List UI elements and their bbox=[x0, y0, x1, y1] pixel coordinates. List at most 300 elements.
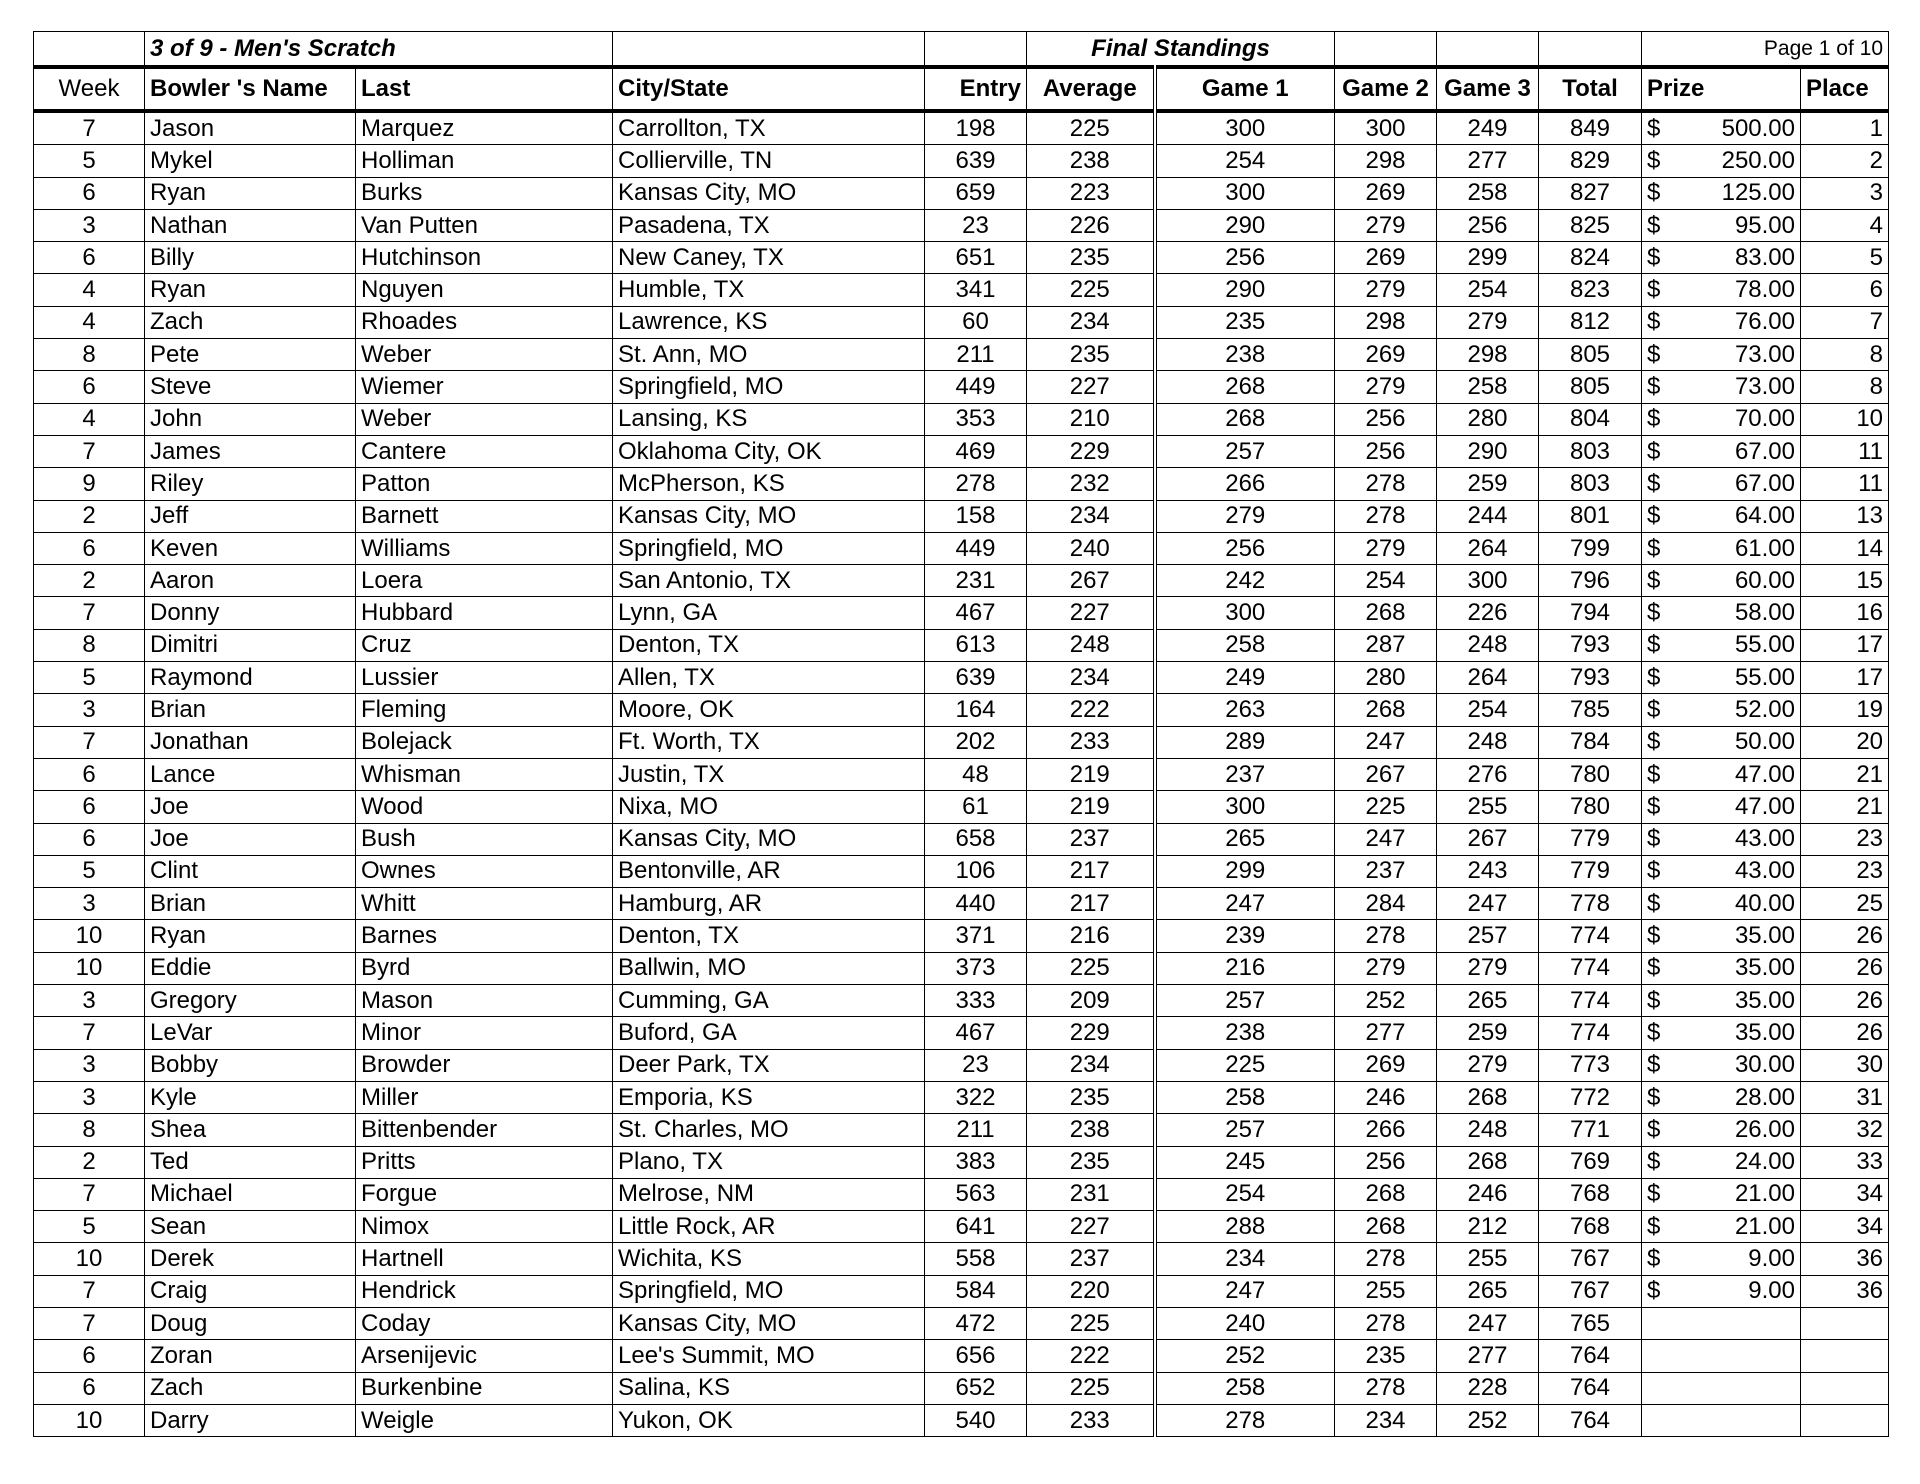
city-state-cell: Hamburg, AR bbox=[613, 888, 925, 920]
table-row bbox=[34, 1372, 1889, 1404]
prize-amount bbox=[1647, 310, 1795, 334]
average-cell: 227 bbox=[1027, 1211, 1155, 1243]
standings-table bbox=[33, 31, 1889, 1437]
last-name-cell: Whisman bbox=[356, 758, 613, 790]
currency-symbol: $ bbox=[1647, 276, 1661, 304]
total-cell: 778 bbox=[1539, 888, 1642, 920]
total-cell: 784 bbox=[1539, 726, 1642, 758]
first-name-cell: Ryan bbox=[145, 177, 356, 209]
prize-value: 58.00 bbox=[1734, 599, 1795, 627]
game-1-cell: 256 bbox=[1155, 532, 1335, 564]
blank-cell bbox=[1437, 32, 1539, 68]
last-name-cell: Burkenbine bbox=[356, 1372, 613, 1404]
first-name-cell: Steve bbox=[145, 371, 356, 403]
first-name-cell: Jason bbox=[145, 111, 356, 145]
header-row bbox=[34, 67, 1889, 111]
blank-cell bbox=[1539, 32, 1642, 68]
currency-symbol: $ bbox=[1647, 663, 1661, 691]
currency-symbol: $ bbox=[1647, 954, 1661, 982]
game-1-cell: 247 bbox=[1155, 1275, 1335, 1307]
week-cell: 10 bbox=[34, 1404, 145, 1436]
last-name-cell: Hutchinson bbox=[356, 242, 613, 274]
city-state-cell: Bentonville, AR bbox=[613, 855, 925, 887]
prize-value: 21.00 bbox=[1734, 1180, 1795, 1208]
currency-symbol: $ bbox=[1647, 986, 1661, 1014]
prize-amount bbox=[1647, 730, 1795, 754]
city-state-cell: Kansas City, MO bbox=[613, 1307, 925, 1339]
table-row bbox=[34, 1211, 1889, 1243]
entry-cell: 211 bbox=[925, 1114, 1027, 1146]
total-cell: 793 bbox=[1539, 662, 1642, 694]
prize-cell bbox=[1642, 468, 1801, 500]
prize-amount bbox=[1647, 146, 1795, 174]
prize-amount bbox=[1647, 1018, 1795, 1046]
game-1-cell: 225 bbox=[1155, 1049, 1335, 1081]
first-name-cell: Zoran bbox=[145, 1340, 356, 1372]
total-cell: 849 bbox=[1539, 111, 1642, 145]
prize-amount bbox=[1647, 211, 1795, 239]
game-1-cell: 257 bbox=[1155, 1114, 1335, 1146]
last-name-cell: Bolejack bbox=[356, 726, 613, 758]
first-name-cell: Mykel bbox=[145, 145, 356, 177]
city-state-cell: Justin, TX bbox=[613, 758, 925, 790]
first-name-cell: Jonathan bbox=[145, 726, 356, 758]
currency-symbol: $ bbox=[1647, 405, 1661, 433]
currency-symbol: $ bbox=[1647, 1180, 1661, 1208]
table-row bbox=[34, 242, 1889, 274]
prize-cell bbox=[1642, 339, 1801, 371]
first-name-cell: Gregory bbox=[145, 985, 356, 1017]
prize-cell bbox=[1642, 242, 1801, 274]
game-2-cell: 279 bbox=[1335, 952, 1437, 984]
week-cell: 2 bbox=[34, 565, 145, 597]
average-cell: 225 bbox=[1027, 1372, 1155, 1404]
prize-value: 55.00 bbox=[1734, 663, 1795, 691]
prize-amount bbox=[1647, 243, 1795, 271]
currency-symbol: $ bbox=[1647, 631, 1661, 659]
prize-value: 9.00 bbox=[1748, 1277, 1795, 1305]
prize-cell bbox=[1642, 888, 1801, 920]
prize-cell bbox=[1642, 1178, 1801, 1210]
prize-cell bbox=[1642, 1017, 1801, 1049]
total-cell: 803 bbox=[1539, 435, 1642, 467]
prize-amount bbox=[1647, 924, 1795, 948]
place-cell: 33 bbox=[1801, 1146, 1889, 1178]
first-name-cell: LeVar bbox=[145, 1017, 356, 1049]
city-state-cell: Denton, TX bbox=[613, 629, 925, 661]
last-name-cell: Barnett bbox=[356, 500, 613, 532]
table-row bbox=[34, 952, 1889, 984]
average-cell: 225 bbox=[1027, 952, 1155, 984]
total-cell: 764 bbox=[1539, 1340, 1642, 1372]
prize-cell bbox=[1642, 274, 1801, 306]
game-3-cell: 299 bbox=[1437, 242, 1539, 274]
last-name-cell: Hartnell bbox=[356, 1243, 613, 1275]
first-name-cell: Ryan bbox=[145, 920, 356, 952]
table-row bbox=[34, 985, 1889, 1017]
week-cell: 3 bbox=[34, 1081, 145, 1113]
game-1-cell: 238 bbox=[1155, 1017, 1335, 1049]
average-cell: 220 bbox=[1027, 1275, 1155, 1307]
prize-value: 21.00 bbox=[1734, 1212, 1795, 1240]
prize-cell bbox=[1642, 1372, 1801, 1404]
currency-symbol: $ bbox=[1647, 211, 1661, 239]
first-name-cell: Aaron bbox=[145, 565, 356, 597]
total-cell: 801 bbox=[1539, 500, 1642, 532]
first-name-cell: Eddie bbox=[145, 952, 356, 984]
prize-cell bbox=[1642, 306, 1801, 338]
game-2-cell: 268 bbox=[1335, 597, 1437, 629]
game-1-cell: 237 bbox=[1155, 758, 1335, 790]
prize-value: 52.00 bbox=[1734, 695, 1795, 723]
total-cell: 771 bbox=[1539, 1114, 1642, 1146]
week-cell: 7 bbox=[34, 726, 145, 758]
entry-cell: 641 bbox=[925, 1211, 1027, 1243]
first-name-cell: Craig bbox=[145, 1275, 356, 1307]
week-cell: 9 bbox=[34, 468, 145, 500]
week-cell: 8 bbox=[34, 629, 145, 661]
table-row bbox=[34, 1275, 1889, 1307]
week-cell: 2 bbox=[34, 1146, 145, 1178]
game-1-cell: 300 bbox=[1155, 177, 1335, 209]
prize-value: 24.00 bbox=[1734, 1148, 1795, 1176]
last-name-cell: Lussier bbox=[356, 662, 613, 694]
table-row bbox=[34, 209, 1889, 241]
total-cell: 767 bbox=[1539, 1243, 1642, 1275]
table-row bbox=[34, 597, 1889, 629]
last-name-cell: Hubbard bbox=[356, 597, 613, 629]
city-state-cell: Little Rock, AR bbox=[613, 1211, 925, 1243]
week-cell: 3 bbox=[34, 985, 145, 1017]
entry-cell: 656 bbox=[925, 1340, 1027, 1372]
average-cell: 234 bbox=[1027, 1049, 1155, 1081]
last-name-cell: Weber bbox=[356, 403, 613, 435]
entry-cell: 440 bbox=[925, 888, 1027, 920]
game-2-cell: 247 bbox=[1335, 726, 1437, 758]
prize-cell bbox=[1642, 629, 1801, 661]
last-name-cell: Fleming bbox=[356, 694, 613, 726]
total-cell: 812 bbox=[1539, 306, 1642, 338]
first-name-cell: Keven bbox=[145, 532, 356, 564]
header-city-state: City/State bbox=[613, 67, 925, 111]
table-row bbox=[34, 371, 1889, 403]
table-row bbox=[34, 758, 1889, 790]
game-2-cell: 254 bbox=[1335, 565, 1437, 597]
game-3-cell: 252 bbox=[1437, 1404, 1539, 1436]
prize-value: 30.00 bbox=[1734, 1051, 1795, 1079]
place-cell: 36 bbox=[1801, 1275, 1889, 1307]
entry-cell: 383 bbox=[925, 1146, 1027, 1178]
place-cell bbox=[1801, 1372, 1889, 1404]
title-row bbox=[34, 32, 1889, 68]
prize-cell bbox=[1642, 500, 1801, 532]
currency-symbol: $ bbox=[1647, 1212, 1661, 1240]
entry-cell: 658 bbox=[925, 823, 1027, 855]
entry-cell: 158 bbox=[925, 500, 1027, 532]
prize-value: 55.00 bbox=[1734, 631, 1795, 659]
last-name-cell: Whitt bbox=[356, 888, 613, 920]
game-2-cell: 256 bbox=[1335, 1146, 1437, 1178]
week-cell: 5 bbox=[34, 145, 145, 177]
currency-symbol: $ bbox=[1647, 534, 1661, 562]
city-state-cell: Kansas City, MO bbox=[613, 500, 925, 532]
game-1-cell: 300 bbox=[1155, 111, 1335, 145]
game-1-cell: 256 bbox=[1155, 242, 1335, 274]
place-cell: 8 bbox=[1801, 339, 1889, 371]
total-cell: 796 bbox=[1539, 565, 1642, 597]
prize-value: 35.00 bbox=[1734, 1018, 1795, 1046]
game-3-cell: 300 bbox=[1437, 565, 1539, 597]
week-cell: 7 bbox=[34, 1017, 145, 1049]
first-name-cell: Clint bbox=[145, 855, 356, 887]
currency-symbol: $ bbox=[1647, 760, 1661, 788]
currency-symbol: $ bbox=[1647, 502, 1661, 530]
game-2-cell: 268 bbox=[1335, 1178, 1437, 1210]
game-2-cell: 278 bbox=[1335, 920, 1437, 952]
average-cell: 227 bbox=[1027, 371, 1155, 403]
place-cell: 32 bbox=[1801, 1114, 1889, 1146]
currency-symbol: $ bbox=[1647, 1051, 1661, 1079]
game-3-cell: 265 bbox=[1437, 1275, 1539, 1307]
city-state-cell: Ft. Worth, TX bbox=[613, 726, 925, 758]
prize-value: 35.00 bbox=[1734, 922, 1795, 950]
place-cell: 20 bbox=[1801, 726, 1889, 758]
game-2-cell: 280 bbox=[1335, 662, 1437, 694]
place-cell: 19 bbox=[1801, 694, 1889, 726]
game-2-cell: 279 bbox=[1335, 274, 1437, 306]
entry-cell: 61 bbox=[925, 791, 1027, 823]
average-cell: 235 bbox=[1027, 339, 1155, 371]
city-state-cell: Springfield, MO bbox=[613, 371, 925, 403]
game-2-cell: 278 bbox=[1335, 1372, 1437, 1404]
currency-symbol: $ bbox=[1647, 599, 1661, 627]
table-row bbox=[34, 111, 1889, 145]
currency-symbol: $ bbox=[1647, 469, 1661, 497]
game-3-cell: 248 bbox=[1437, 726, 1539, 758]
first-name-cell: Michael bbox=[145, 1178, 356, 1210]
header-place: Place bbox=[1801, 67, 1889, 111]
first-name-cell: Lance bbox=[145, 758, 356, 790]
place-cell: 5 bbox=[1801, 242, 1889, 274]
week-cell: 7 bbox=[34, 1275, 145, 1307]
city-state-cell: Lawrence, KS bbox=[613, 306, 925, 338]
game-3-cell: 257 bbox=[1437, 920, 1539, 952]
last-name-cell: Van Putten bbox=[356, 209, 613, 241]
place-cell: 7 bbox=[1801, 306, 1889, 338]
entry-cell: 613 bbox=[925, 629, 1027, 661]
week-cell: 6 bbox=[34, 1372, 145, 1404]
currency-symbol: $ bbox=[1647, 1115, 1661, 1143]
week-cell: 5 bbox=[34, 1211, 145, 1243]
last-name-cell: Cantere bbox=[356, 435, 613, 467]
game-1-cell: 239 bbox=[1155, 920, 1335, 952]
week-cell: 6 bbox=[34, 177, 145, 209]
prize-cell bbox=[1642, 1243, 1801, 1275]
table-row bbox=[34, 532, 1889, 564]
prize-value: 73.00 bbox=[1734, 373, 1795, 401]
game-2-cell: 300 bbox=[1335, 111, 1437, 145]
game-2-cell: 269 bbox=[1335, 1049, 1437, 1081]
total-cell: 779 bbox=[1539, 855, 1642, 887]
prize-value: 78.00 bbox=[1734, 276, 1795, 304]
city-state-cell: Kansas City, MO bbox=[613, 823, 925, 855]
week-cell: 3 bbox=[34, 209, 145, 241]
entry-cell: 449 bbox=[925, 371, 1027, 403]
currency-symbol: $ bbox=[1647, 308, 1661, 336]
game-2-cell: 268 bbox=[1335, 694, 1437, 726]
prize-value: 73.00 bbox=[1734, 340, 1795, 368]
last-name-cell: Hendrick bbox=[356, 1275, 613, 1307]
prize-value: 43.00 bbox=[1734, 857, 1795, 885]
total-cell: 780 bbox=[1539, 791, 1642, 823]
average-cell: 234 bbox=[1027, 306, 1155, 338]
game-1-cell: 258 bbox=[1155, 1081, 1335, 1113]
place-cell: 17 bbox=[1801, 662, 1889, 694]
last-name-cell: Pritts bbox=[356, 1146, 613, 1178]
first-name-cell: Donny bbox=[145, 597, 356, 629]
prize-amount bbox=[1647, 792, 1795, 820]
city-state-cell: New Caney, TX bbox=[613, 242, 925, 274]
game-3-cell: 267 bbox=[1437, 823, 1539, 855]
prize-cell bbox=[1642, 1114, 1801, 1146]
game-2-cell: 279 bbox=[1335, 371, 1437, 403]
average-cell: 217 bbox=[1027, 855, 1155, 887]
average-cell: 229 bbox=[1027, 435, 1155, 467]
city-state-cell: Cumming, GA bbox=[613, 985, 925, 1017]
prize-amount bbox=[1647, 469, 1795, 497]
first-name-cell: Sean bbox=[145, 1211, 356, 1243]
blank-cell bbox=[613, 32, 925, 68]
prize-value: 500.00 bbox=[1721, 114, 1795, 142]
prize-value: 47.00 bbox=[1734, 760, 1795, 788]
average-cell: 225 bbox=[1027, 1307, 1155, 1339]
prize-amount bbox=[1647, 1115, 1795, 1143]
last-name-cell: Williams bbox=[356, 532, 613, 564]
week-cell: 7 bbox=[34, 1307, 145, 1339]
prize-cell bbox=[1642, 403, 1801, 435]
first-name-cell: Bobby bbox=[145, 1049, 356, 1081]
table-row bbox=[34, 1114, 1889, 1146]
place-cell: 26 bbox=[1801, 985, 1889, 1017]
week-cell: 10 bbox=[34, 1243, 145, 1275]
game-2-cell: 256 bbox=[1335, 403, 1437, 435]
table-row bbox=[34, 1017, 1889, 1049]
currency-symbol: $ bbox=[1647, 922, 1661, 950]
total-cell: 827 bbox=[1539, 177, 1642, 209]
prize-amount bbox=[1647, 1182, 1795, 1206]
prize-cell bbox=[1642, 952, 1801, 984]
prize-value: 64.00 bbox=[1734, 502, 1795, 530]
first-name-cell: Raymond bbox=[145, 662, 356, 694]
prize-cell bbox=[1642, 855, 1801, 887]
last-name-cell: Coday bbox=[356, 1307, 613, 1339]
average-cell: 222 bbox=[1027, 694, 1155, 726]
place-cell: 30 bbox=[1801, 1049, 1889, 1081]
prize-cell bbox=[1642, 726, 1801, 758]
entry-cell: 164 bbox=[925, 694, 1027, 726]
header-week: Week bbox=[34, 67, 145, 111]
entry-cell: 278 bbox=[925, 468, 1027, 500]
city-state-cell: Lee's Summit, MO bbox=[613, 1340, 925, 1372]
last-name-cell: Byrd bbox=[356, 952, 613, 984]
place-cell: 4 bbox=[1801, 209, 1889, 241]
entry-cell: 563 bbox=[925, 1178, 1027, 1210]
city-state-cell: Lansing, KS bbox=[613, 403, 925, 435]
currency-symbol: $ bbox=[1647, 1277, 1661, 1305]
last-name-cell: Burks bbox=[356, 177, 613, 209]
game-3-cell: 298 bbox=[1437, 339, 1539, 371]
prize-cell bbox=[1642, 791, 1801, 823]
entry-cell: 23 bbox=[925, 209, 1027, 241]
first-name-cell: Doug bbox=[145, 1307, 356, 1339]
average-cell: 233 bbox=[1027, 1404, 1155, 1436]
city-state-cell: McPherson, KS bbox=[613, 468, 925, 500]
game-2-cell: 298 bbox=[1335, 306, 1437, 338]
table-row bbox=[34, 468, 1889, 500]
table-row bbox=[34, 629, 1889, 661]
prize-amount bbox=[1647, 1279, 1795, 1303]
place-cell: 26 bbox=[1801, 920, 1889, 952]
game-3-cell: 264 bbox=[1437, 532, 1539, 564]
average-cell: 240 bbox=[1027, 532, 1155, 564]
average-cell: 235 bbox=[1027, 1146, 1155, 1178]
total-cell: 774 bbox=[1539, 985, 1642, 1017]
city-state-cell: Denton, TX bbox=[613, 920, 925, 952]
city-state-cell: Moore, OK bbox=[613, 694, 925, 726]
header-game-1: Game 1 bbox=[1155, 67, 1335, 111]
table-row bbox=[34, 1178, 1889, 1210]
prize-cell bbox=[1642, 823, 1801, 855]
game-3-cell: 277 bbox=[1437, 145, 1539, 177]
prize-amount bbox=[1647, 827, 1795, 851]
prize-amount bbox=[1647, 1083, 1795, 1111]
prize-amount bbox=[1647, 695, 1795, 723]
game-2-cell: 267 bbox=[1335, 758, 1437, 790]
week-cell: 6 bbox=[34, 532, 145, 564]
table-row bbox=[34, 1307, 1889, 1339]
game-3-cell: 255 bbox=[1437, 791, 1539, 823]
table-row bbox=[34, 791, 1889, 823]
game-1-cell: 266 bbox=[1155, 468, 1335, 500]
week-cell: 3 bbox=[34, 888, 145, 920]
week-cell: 7 bbox=[34, 435, 145, 467]
place-cell: 31 bbox=[1801, 1081, 1889, 1113]
prize-value: 95.00 bbox=[1734, 211, 1795, 239]
currency-symbol: $ bbox=[1647, 1148, 1661, 1176]
place-cell: 26 bbox=[1801, 1017, 1889, 1049]
prize-amount bbox=[1647, 1247, 1795, 1271]
table-row bbox=[34, 403, 1889, 435]
last-name-cell: Loera bbox=[356, 565, 613, 597]
entry-cell: 558 bbox=[925, 1243, 1027, 1275]
place-cell: 6 bbox=[1801, 274, 1889, 306]
city-state-cell: San Antonio, TX bbox=[613, 565, 925, 597]
total-cell: 829 bbox=[1539, 145, 1642, 177]
game-2-cell: 278 bbox=[1335, 468, 1437, 500]
place-cell: 25 bbox=[1801, 888, 1889, 920]
prize-value: 67.00 bbox=[1734, 469, 1795, 497]
total-cell: 764 bbox=[1539, 1404, 1642, 1436]
entry-cell: 373 bbox=[925, 952, 1027, 984]
table-row bbox=[34, 662, 1889, 694]
blank-cell bbox=[925, 32, 1027, 68]
place-cell: 1 bbox=[1801, 111, 1889, 145]
table-row bbox=[34, 1081, 1889, 1113]
entry-cell: 353 bbox=[925, 403, 1027, 435]
game-1-cell: 288 bbox=[1155, 1211, 1335, 1243]
prize-cell bbox=[1642, 597, 1801, 629]
last-name-cell: Forgue bbox=[356, 1178, 613, 1210]
